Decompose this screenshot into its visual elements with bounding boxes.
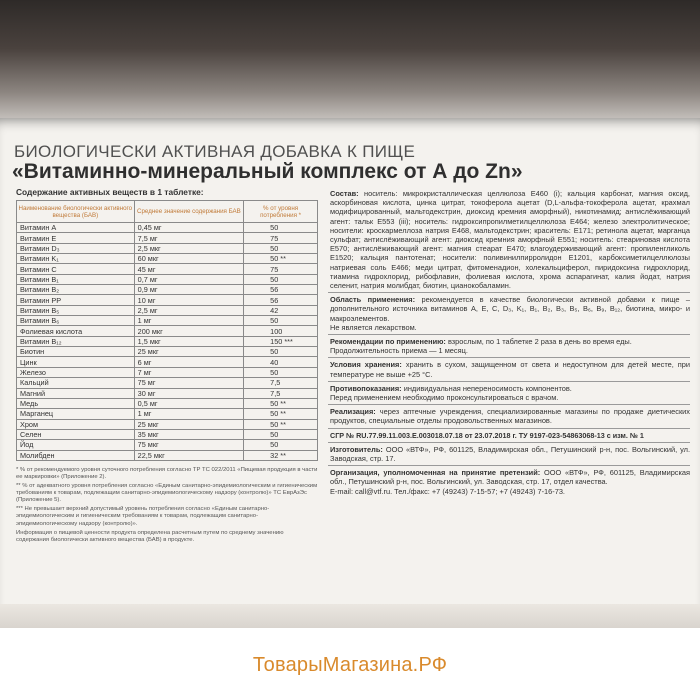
table-row	[17, 409, 318, 419]
footnote: Информация о пищевой ценности продукта определена расчетным путем по среднему значению содержания биологически активного вещества (БАВ) в продукте.	[16, 529, 284, 543]
not-drug-note: Не является лекарством.	[330, 322, 417, 332]
nutrient-name: Витамин PP	[17, 295, 135, 305]
nutrient-amount: 25 мкг	[134, 347, 243, 357]
nutrient-amount: 1,5 мкг	[134, 336, 243, 346]
nutrient-percent: 50	[244, 274, 318, 284]
nutrient-percent: 50	[244, 367, 318, 377]
table-footnotes	[16, 467, 318, 544]
storage-section	[328, 357, 690, 380]
nutrient-amount: 7,5 мг	[134, 233, 243, 243]
nutrient-name: Витамин B₁₂	[17, 336, 135, 346]
nutrient-amount: 0,5 мг	[134, 398, 243, 408]
nutrient-percent: 50	[244, 316, 318, 326]
nutrient-amount: 6 мг	[134, 357, 243, 367]
header-name: Наименование биологически активного вещества (БАВ)	[17, 201, 135, 223]
nutrient-amount: 60 мкг	[134, 254, 243, 264]
table-row	[17, 243, 318, 253]
table-row	[17, 233, 318, 243]
nutrient-name: Витамин B₁	[17, 274, 135, 284]
nutrient-name: Витамин B₅	[17, 305, 135, 315]
certificate-section	[328, 428, 690, 442]
nutrient-name: Медь	[17, 398, 135, 408]
table-row	[17, 254, 318, 264]
table-row	[17, 367, 318, 377]
nutrient-percent: 50 **	[244, 409, 318, 419]
contraindications-label: Противопоказания:	[330, 383, 402, 393]
nutrient-percent: 50 **	[244, 419, 318, 429]
nutrient-percent: 50	[244, 440, 318, 450]
application-label: Область применения:	[330, 295, 416, 305]
nutrient-amount: 75 мкг	[134, 440, 243, 450]
composition-label: Состав:	[330, 189, 359, 198]
claims-text: ООО «ВТФ», РФ, 601125, Владимирская обл., Петушинский р-н, пос. Вольгинский, ул. Заводская, стр. 17, отдел качества.	[330, 468, 691, 487]
nutrient-percent: 50	[244, 347, 318, 357]
nutrient-percent: 100	[244, 326, 318, 336]
table-header-row	[17, 201, 318, 223]
composition-text: носитель: микрокристаллическая целлюлоза Е460 (i); кальция карбонат, магния оксид, аскорбиновая кислота, цинка цитрат, токоферола ацетат (D,L-альфа-токоферола ацетат, крахмал модифицированный, мальтодекстрин, диоксид кремния аморфный), никотинамид; антислёживающий агент: тальк Е553 (iii); носитель: гидроксипропилметилцеллюлоза Е464; железо электролитическое; носители: кроскармеллоза натрия Е468, мальтодекстрин; краситель: Е171; ретинола ацетат, марганца сульфат; антислёживающий агент: диоксид кремния аморфный Е551; носитель: стеариновая кислота Е570; антислёживающий агент: магния стеарат Е470; влагоудерживающий агент: пропиленгликоль Е1520; кальция пантотенат; носители: поливинилпирролидон Е1201, карбоксиметилцеллюлозы натриевая соль Е466; меди цитрат, фитоменадион, холекальциферол, пиридоксина гидрохлорид, тиамина гидрохлорид, рибофлавин, фолиевая кислота, хрома аспарагинат, калия йодат, натрия селенит, натрия молибдат, биотин, цианокобаламин.	[330, 189, 690, 291]
nutrient-name: Цинк	[17, 357, 135, 367]
table-title: Содержание активных веществ в 1 таблетке:	[16, 187, 204, 197]
storage-label: Условия хранения:	[330, 360, 402, 370]
table-row	[17, 336, 318, 346]
nutrient-percent: 75	[244, 264, 318, 274]
claims-label: Организация, уполномоченная на принятие претензий:	[330, 468, 541, 478]
certificate-line: СГР № RU.77.99.11.003.Е.003018.07.18 от 23.07.2018 г. ТУ 9197-023-54863068-13 с изм. № 1	[330, 430, 644, 440]
sales-text: через аптечные учреждения, специализированные магазины по продаже диетических продуктов, специальные отделы продовольственных магазинов.	[330, 407, 690, 426]
nutrient-amount: 35 мкг	[134, 429, 243, 439]
nutrient-name: Биотин	[17, 347, 135, 357]
header-percent: % от уровня потребления *	[244, 201, 318, 223]
nutrient-name: Витамин B₆	[17, 316, 135, 326]
nutrient-amount: 45 мг	[134, 264, 243, 274]
nutrient-amount: 0,7 мг	[134, 274, 243, 284]
contact-line: E-mail: call@vtf.ru. Тел./факс: +7 (49243) 7-15-57; +7 (49243) 7-16-73.	[330, 486, 565, 496]
background-top	[0, 0, 700, 128]
manufacturer-text: ООО «ВТФ», РФ, 601125, Владимирская обл., Петушинский р-н, пос. Вольгинский, ул. Заводская, стр. 17.	[330, 444, 690, 464]
table-row	[17, 223, 318, 233]
nutrient-percent: 7,5	[244, 378, 318, 388]
watermark: ТоварыМагазина.РФ	[252, 654, 448, 676]
contraindications-section	[328, 381, 690, 404]
nutrient-amount: 1 мг	[134, 409, 243, 419]
table-row	[17, 326, 318, 336]
nutrient-name: Витамин Е	[17, 233, 135, 243]
table-row	[17, 440, 318, 450]
footnote: *** Не превышает верхний допустимый уровень потребления согласно «Единым санитарно-эпидемиологическим и гигиеническим требованиям к товарам, подлежащим санитарно-эпидемиологическому надзору (контролю)».	[16, 506, 270, 527]
nutrient-amount: 1 мг	[134, 316, 243, 326]
nutrient-amount: 0,9 мг	[134, 285, 243, 295]
manufacturer-label: Изготовитель:	[330, 444, 383, 454]
nutrient-amount: 200 мкг	[134, 326, 243, 336]
nutrient-name: Магний	[17, 388, 135, 398]
package-edge	[0, 604, 700, 628]
usage-section	[328, 334, 690, 357]
nutrient-name: Витамин А	[17, 223, 135, 233]
usage-label: Рекомендации по применению:	[330, 337, 446, 347]
nutrient-percent: 56	[244, 295, 318, 305]
table-row	[17, 398, 318, 408]
table-row	[17, 378, 318, 388]
nutrient-amount: 10 мг	[134, 295, 243, 305]
contraindications-text: индивидуальная непереносимость компонентов.	[403, 383, 572, 393]
nutrient-amount: 75 мг	[134, 378, 243, 388]
claims-section	[328, 465, 690, 498]
product-title: «Витаминно-минеральный комплекс от А до Zn»	[12, 160, 523, 183]
consult-note: Перед применением необходимо проконсультироваться с врачом.	[330, 393, 559, 403]
table-row	[17, 316, 318, 326]
product-supertitle: БИОЛОГИЧЕСКИ АКТИВНАЯ ДОБАВКА К ПИЩЕ	[14, 142, 416, 161]
table-row	[17, 357, 318, 367]
composition-section	[328, 187, 690, 292]
nutrient-percent: 50	[244, 223, 318, 233]
nutrient-name: Витамин С	[17, 264, 135, 274]
table-row	[17, 295, 318, 305]
nutrient-name: Марганец	[17, 409, 135, 419]
nutrient-name: Хром	[17, 419, 135, 429]
sales-section	[328, 404, 690, 427]
product-info-column	[328, 187, 690, 498]
nutrient-percent: 40	[244, 357, 318, 367]
manufacturer-section	[328, 442, 690, 465]
application-section	[328, 292, 690, 334]
nutrient-amount: 2,5 мкг	[134, 243, 243, 253]
table-row	[17, 429, 318, 439]
nutrient-amount: 22,5 мкг	[134, 450, 243, 460]
sales-label: Реализация:	[330, 407, 376, 417]
usage-text: взрослым, по 1 таблетке 2 раза в день во время еды.	[447, 337, 632, 347]
application-text: рекомендуется в качестве биологически активной добавки к пище – дополнительного источника витаминов А, Е, С, D₃, K₁, B₁, B₂, B₃, B₅, B₆, B₉, B₁₂, биотина, микро- и макроэлементов.	[330, 295, 690, 323]
nutrient-amount: 7 мг	[134, 367, 243, 377]
nutrient-percent: 56	[244, 285, 318, 295]
nutrient-name: Фолиевая кислота	[17, 326, 135, 336]
footnote: ** % от адекватного уровня потребления согласно «Единым санитарно-эпидемиологическим и гигиеническим требованиям к товарам, подлежащим санитарно-эпидемиологическому надзору (контролю)» ТС ЕврАзЭс (Приложение 5).	[16, 483, 318, 504]
header-amount: Среднее значение содержания БАВ	[134, 201, 243, 223]
usage-duration: Продолжительность приема — 1 месяц.	[330, 346, 468, 356]
nutrient-amount: 25 мкг	[134, 419, 243, 429]
nutrient-percent: 50	[244, 429, 318, 439]
nutrient-percent: 7,5	[244, 388, 318, 398]
nutrient-percent: 32 **	[244, 450, 318, 460]
table-row	[17, 450, 318, 460]
nutrient-name: Витамин K₁	[17, 254, 135, 264]
table-row	[17, 285, 318, 295]
nutrient-percent: 50 **	[244, 254, 318, 264]
nutrient-amount: 2,5 мг	[134, 305, 243, 315]
nutrient-table	[16, 200, 318, 461]
nutrient-name: Йод	[17, 440, 135, 450]
nutrient-percent: 150 ***	[244, 336, 318, 346]
table-row	[17, 419, 318, 429]
nutrient-amount: 30 мг	[134, 388, 243, 398]
storage-text: хранить в сухом, защищенном от света и недоступном для детей месте, при температуре не выше +25 °С.	[330, 360, 691, 379]
nutrient-name: Витамин D₃	[17, 243, 135, 253]
nutrient-amount: 0,45 мг	[134, 223, 243, 233]
table-row	[17, 274, 318, 284]
footnote: * % от рекомендуемого уровня суточного потребления согласно ТР ТС 022/2011 «Пищевая продукция в части ее маркировки» (Приложение 2).	[16, 466, 318, 480]
nutrient-name: Железо	[17, 367, 135, 377]
nutrient-name: Кальций	[17, 378, 135, 388]
table-row	[17, 305, 318, 315]
nutrient-percent: 75	[244, 233, 318, 243]
nutrient-name: Молибден	[17, 450, 135, 460]
nutrient-name: Витамин B₂	[17, 285, 135, 295]
nutrient-percent: 50 **	[244, 398, 318, 408]
table-row	[17, 347, 318, 357]
nutrient-name: Селен	[17, 429, 135, 439]
table-row	[17, 388, 318, 398]
nutrient-percent: 50	[244, 243, 318, 253]
nutrient-percent: 42	[244, 305, 318, 315]
composition-table-block	[16, 187, 318, 546]
table-row	[17, 264, 318, 274]
